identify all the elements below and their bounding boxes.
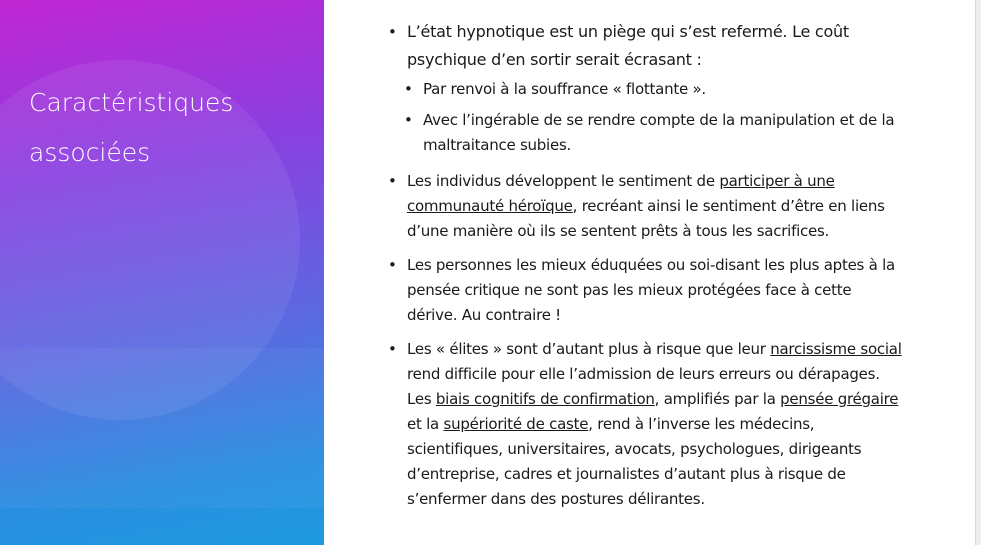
title-panel <box>0 0 324 545</box>
underlined-phrase: pensée grégaire <box>780 390 899 408</box>
bullet-item <box>386 169 906 244</box>
bullet-item <box>386 253 906 328</box>
bullet-text: et la <box>407 415 444 433</box>
underlined-phrase: narcissisme social <box>770 340 902 358</box>
bullet-list <box>386 18 906 521</box>
bullet-text: rend difficile pour elle l’admission de leurs erreurs ou dérapages. Les <box>407 365 880 408</box>
sub-bullet-item <box>386 108 906 158</box>
bullet-text: Les individus développent le sentiment de <box>407 172 720 190</box>
sub-bullet-text: Par renvoi à la souffrance « flottante ». <box>423 80 706 98</box>
sub-bullet-item <box>386 77 906 102</box>
underlined-phrase: participer à une communauté héroïque <box>407 172 835 215</box>
bullet-text: , amplifiés par la <box>654 390 781 408</box>
window-edge <box>975 0 981 545</box>
bullet-text: , rend à l’inverse les médecins, scientifiques, universitaires, avocats, psychologues, dirigeants d’entreprise, cadres et journalistes d’autant plus à risque de s’enfermer dans des postures délirantes. <box>407 415 862 508</box>
decorative-band <box>0 348 324 508</box>
bullet-text: Les personnes les mieux éduquées ou soi-disant les plus aptes à la pensée critique ne sont pas les mieux protégées face à cette dérive. Au contraire ! <box>407 256 895 324</box>
underlined-phrase: supériorité de caste <box>443 415 589 433</box>
underlined-phrase: biais cognitifs de confirmation <box>435 390 655 408</box>
bullet-item <box>386 18 906 74</box>
bullet-text: L’état hypnotique est un piège qui s’est refermé. Le coût psychique d’en sortir serait écrasant : <box>407 22 849 69</box>
bullet-text: , recréant ainsi le sentiment d’être en liens d’une manière où ils se sentent prêts à tous les sacrifices. <box>407 197 885 240</box>
bullet-text: Les « élites » sont d’autant plus à risque que leur <box>407 340 771 358</box>
bullet-item <box>386 337 906 512</box>
sub-bullet-text: Avec l’ingérable de se rendre compte de la manipulation et de la maltraitance subies. <box>423 111 895 154</box>
slide-title: Caractéristiques associées <box>29 88 234 167</box>
